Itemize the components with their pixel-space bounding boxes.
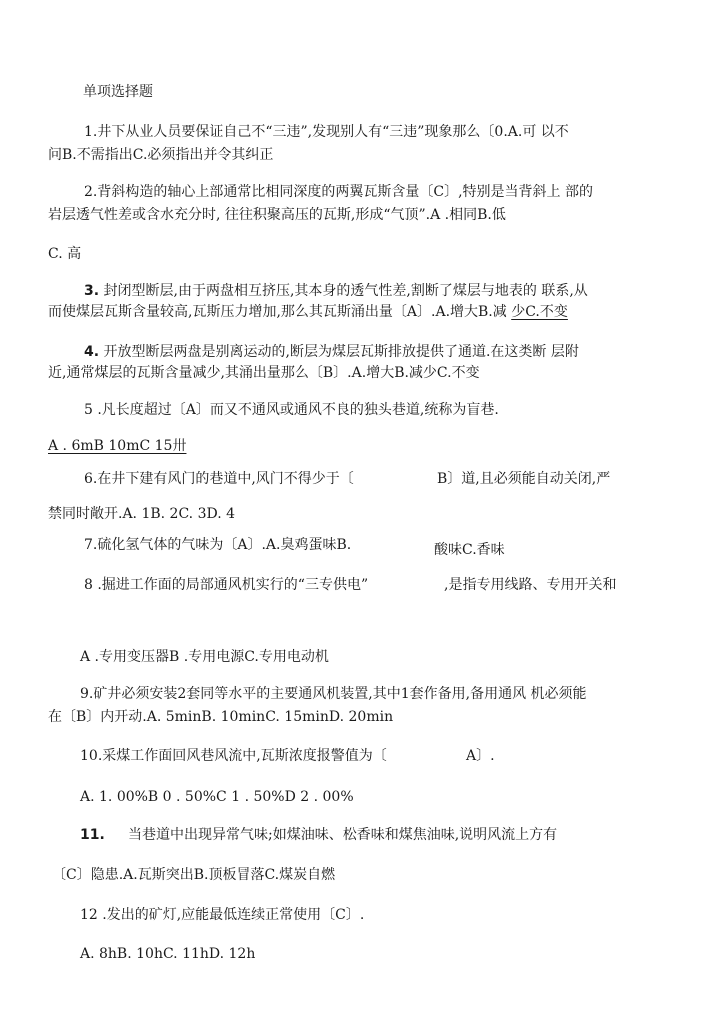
question-6-line-1b: B〕道,且必须能自动关闭,严 [437,471,611,487]
question-3-text: 封闭型断层,由于两盘相互挤压,其本身的透气性差,割断了煤层与地表的 联系,从 [103,283,588,299]
question-2-line-3: C. 高 [48,246,82,262]
question-1-line-1: 1.井下从业人员要保证自己不“三违”,发现别人有“三违”现象那么〔0.A.可 以不 [84,124,569,140]
question-3-line-1 [84,282,588,300]
question-10-line-1b: A〕. [466,748,495,764]
question-11-line-1: 当巷道中出现异常气味;如煤油味、松香味和煤焦油味,说明风流上方有 [128,827,558,843]
question-3-line-2 [48,303,568,321]
question-12-line-1: 12 .发出的矿灯,应能最低连续正常使用〔C〕. [80,907,365,923]
question-6-line-2: 禁同时敞开.A. 1B. 2C. 3D. 4 [48,506,236,522]
question-11-number: 11. [80,827,105,843]
question-8-line-2: A .专用变压器B .专用电源C.专用电动机 [80,649,329,665]
question-9-line-2: 在〔B〕内开动.A. 5minB. 10minC. 15minD. 20min [48,709,394,725]
question-10-line-1a: 10.采煤工作面回风巷风流中,瓦斯浓度报警值为〔 [80,748,387,764]
question-3-line-2-main: 而使煤层瓦斯含量较高,瓦斯压力增加,那么其瓦斯涌出量〔A〕.A.增大B.减 [48,304,512,320]
question-2-line-1: 2.背斜构造的轴心上部通常比相同深度的两翼瓦斯含量〔C〕,特别是当背斜上 部的 [84,184,593,200]
question-9-line-1: 9.矿井必须安装2套同等水平的主要通风机装置,其中1套作备用,备用通风 机必须能 [80,686,587,702]
question-11-line-2: 〔C〕隐患.A.瓦斯突出B.顶板冒落C.煤炭自燃 [52,867,336,883]
section-title: 单项选择题 [83,84,153,100]
question-4-line-1 [84,343,579,361]
question-1-line-2: 问B.不需指出C.必须指出并令其纠正 [48,147,274,163]
question-6-line-1a: 6.在井下建有风门的巷道中,风门不得少于〔 [84,471,354,487]
question-7-line-1b: 酸味C.香味 [434,542,505,558]
question-7-line-1a: 7.硫化氢气体的气味为〔A〕.A.臭鸡蛋味B. [84,537,352,553]
question-5-line-1: 5 .凡长度超过〔A〕而又不通风或通风不良的独头巷道,统称为盲巷. [84,402,499,418]
question-4-text: 开放型断层两盘是别离运动的,断层为煤层瓦斯排放提供了通道.在这类断 层附 [103,344,579,360]
question-2-line-2: 岩层透气性差或含水充分时, 往往积聚高压的瓦斯,形成“气顶”.A .相同B.低 [48,207,506,223]
question-8-line-1a: 8 .掘进工作面的局部通风机实行的“三专供电” [84,577,369,593]
question-10-options: A. 1. 00%B 0 . 50%C 1 . 50%D 2 . 00% [80,789,354,805]
question-8-line-1b: ,是指专用线路、专用开关和 [444,577,617,593]
question-3-underlined-answer: 少C.不变 [511,304,568,320]
question-4-line-2: 近,通常煤层的瓦斯含量减少,其涌出量那么〔B〕.A.增大B.减少C.不变 [48,365,480,381]
question-12-options: A. 8hB. 10hC. 11hD. 12h [80,946,256,962]
question-5-options: A . 6mB 10mC 15卅 [48,438,187,454]
question-3-number: 3. [84,283,100,299]
question-4-number: 4. [84,344,100,360]
